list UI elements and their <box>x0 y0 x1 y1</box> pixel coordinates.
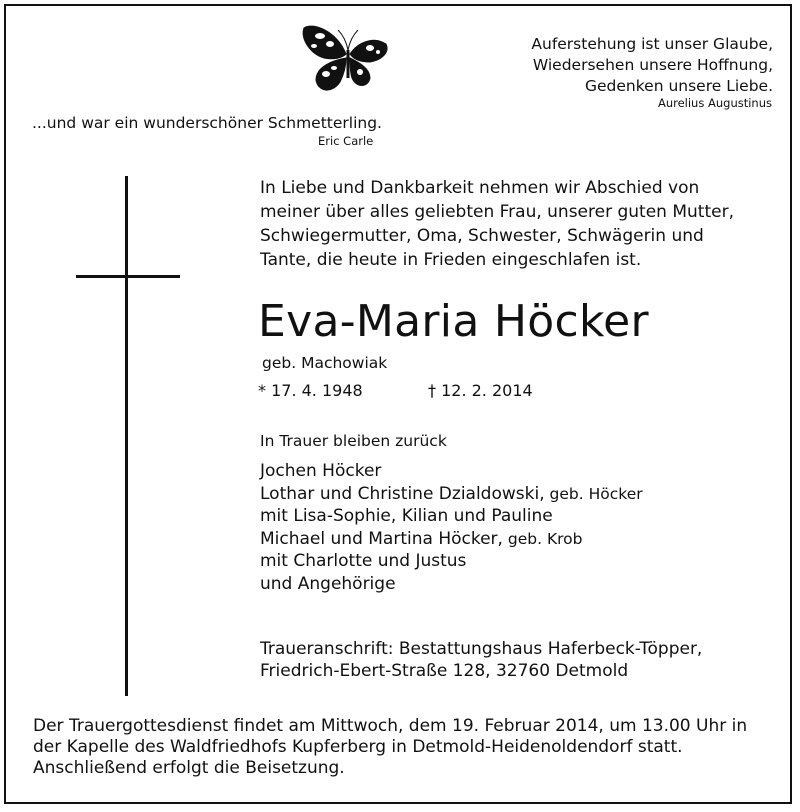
mourner-name: Michael und Martina Höcker, <box>260 528 503 549</box>
mourner-line <box>260 573 643 596</box>
birth-date: * 17. 4. 1948 <box>258 381 363 400</box>
mourners-list <box>260 460 643 595</box>
maiden-name: geb. Machowiak <box>262 354 388 372</box>
cross-vertical-bar <box>125 176 128 696</box>
butterfly-icon <box>300 20 396 100</box>
cross-horizontal-bar <box>76 275 180 278</box>
quote-carle: ...und war ein wunderschöner Schmetterling. <box>32 114 382 132</box>
death-date: † 12. 2. 2014 <box>428 381 533 400</box>
mourner-name: Lothar und Christine Dzialdowski, <box>260 483 545 504</box>
mourner-suffix: geb. Höcker <box>544 484 643 503</box>
intro-line: meiner über alles geliebten Frau, unserer guten Mutter, <box>260 202 734 222</box>
intro-line: Tante, die heute in Frieden eingeschlafen ist. <box>260 250 642 270</box>
intro-line: Schwiegermutter, Oma, Schwester, Schwägerin und <box>260 226 704 246</box>
farewell-intro <box>260 176 734 272</box>
mourner-line <box>260 528 643 551</box>
quote-line: Wiedersehen unsere Hoffnung, <box>532 56 773 74</box>
mourner-line <box>260 460 643 483</box>
quote-line: Auferstehung ist unser Glaube, <box>531 35 773 53</box>
mourners-heading: In Trauer bleiben zurück <box>260 432 447 450</box>
service-line: Der Trauergottesdienst findet am Mittwoch, dem 19. Februar 2014, um 13.00 Uhr in <box>33 716 748 736</box>
deceased-name: Eva-Maria Höcker <box>258 296 649 347</box>
address-line: Traueranschrift: Bestattungshaus Haferbeck-Töpper, <box>260 639 703 659</box>
mourning-address <box>260 638 702 682</box>
mourner-name: mit Lisa-Sophie, Kilian und Pauline <box>260 506 553 526</box>
mourner-name: mit Charlotte und Justus <box>260 551 467 571</box>
mourner-name: Jochen Höcker <box>260 461 382 481</box>
service-line: der Kapelle des Waldfriedhofs Kupferberg in Detmold-Heidenoldendorf statt. <box>33 737 683 757</box>
quote-author-carle: Eric Carle <box>318 134 374 148</box>
mourner-name: und Angehörige <box>260 573 396 594</box>
service-line: Anschließend erfolgt die Beisetzung. <box>33 758 345 778</box>
mourner-line <box>260 483 643 506</box>
intro-line: In Liebe und Dankbarkeit nehmen wir Abschied von <box>260 178 700 198</box>
mourner-line <box>260 550 643 573</box>
quote-author-augustinus: Aurelius Augustinus <box>657 96 772 110</box>
mourner-line <box>260 505 643 528</box>
quote-augustinus <box>490 34 773 97</box>
address-line: Friedrich-Ebert-Straße 128, 32760 Detmold <box>260 661 629 681</box>
quote-line: Gedenken unsere Liebe. <box>585 77 773 95</box>
funeral-service-info <box>33 716 747 779</box>
mourner-suffix: geb. Krob <box>502 529 583 548</box>
